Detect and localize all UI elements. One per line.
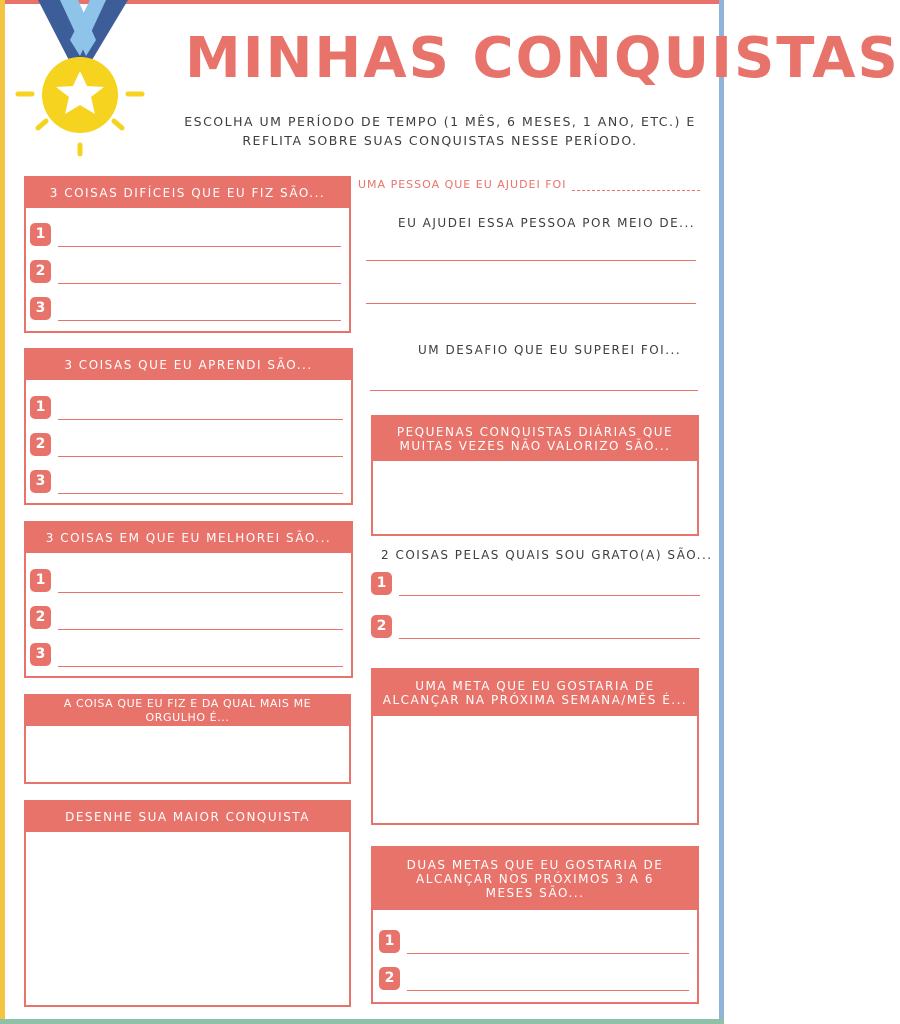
list-item[interactable] — [30, 606, 343, 630]
draw-box[interactable] — [24, 800, 351, 1007]
small-wins-box[interactable] — [371, 415, 699, 536]
box-heading: A COISA QUE EU FIZ E DA QUAL MAIS ME ORGULHO É... — [26, 696, 349, 726]
box-heading: UMA META QUE EU GOSTARIA DE ALCANÇAR NA PRÓXIMA SEMANA/MÊS É... — [373, 670, 697, 716]
number-badge: 3 — [30, 643, 51, 666]
list-item[interactable] — [30, 643, 343, 667]
list-item[interactable] — [30, 223, 341, 247]
learned-box — [24, 348, 353, 505]
improved-box — [24, 521, 353, 678]
answer-line[interactable] — [366, 303, 696, 304]
number-badge: 1 — [30, 396, 51, 419]
list-item[interactable] — [379, 930, 689, 954]
long-goals-box — [371, 846, 699, 1004]
box-heading: PEQUENAS CONQUISTAS DIÁRIAS QUE MUITAS VEZES NÃO VALORIZO SÃO... — [373, 417, 697, 461]
box-heading: 3 COISAS QUE EU APRENDI SÃO... — [26, 350, 351, 380]
page-subtitle: ESCOLHA UM PERÍODO DE TEMPO (1 MÊS, 6 MESES, 1 ANO, ETC.) E REFLITA SOBRE SUAS CONQUISTAS NESSE PERÍODO. — [184, 114, 696, 148]
helped-person-label: UMA PESSOA QUE EU AJUDEI FOI — [358, 178, 567, 191]
number-badge: 1 — [379, 930, 400, 953]
number-badge: 3 — [30, 297, 51, 320]
medal-icon — [10, 0, 150, 160]
number-badge: 2 — [379, 967, 400, 990]
list-item[interactable] — [30, 396, 343, 420]
list-item[interactable] — [30, 260, 341, 284]
answer-line[interactable] — [366, 260, 696, 261]
number-badge: 1 — [30, 569, 51, 592]
answer-line[interactable] — [370, 390, 698, 391]
number-badge: 2 — [30, 260, 51, 283]
bottom-border — [0, 1019, 724, 1024]
hard-things-box — [24, 176, 351, 333]
grateful-label: 2 COISAS PELAS QUAIS SOU GRATO(A) SÃO... — [381, 548, 713, 562]
box-heading: 3 COISAS EM QUE EU MELHOREI SÃO... — [26, 523, 351, 553]
week-goal-box[interactable] — [371, 668, 699, 825]
list-item[interactable] — [30, 433, 343, 457]
helped-how-label: EU AJUDEI ESSA PESSOA POR MEIO DE... — [398, 216, 696, 230]
box-heading: DESENHE SUA MAIOR CONQUISTA — [26, 802, 349, 832]
list-item[interactable] — [371, 615, 700, 639]
number-badge: 1 — [30, 223, 51, 246]
list-item[interactable] — [30, 569, 343, 593]
list-item[interactable] — [30, 297, 341, 321]
page-title: MINHAS CONQUISTAS — [185, 26, 900, 91]
number-badge: 2 — [371, 615, 392, 638]
number-badge: 1 — [371, 572, 392, 595]
number-badge: 2 — [30, 606, 51, 629]
proud-box[interactable] — [24, 694, 351, 784]
helped-person-line[interactable] — [572, 190, 700, 191]
challenge-label: UM DESAFIO QUE EU SUPEREI FOI... — [418, 343, 682, 357]
box-heading: DUAS METAS QUE EU GOSTARIA DE ALCANÇAR NOS PRÓXIMOS 3 A 6 MESES SÃO... — [373, 848, 697, 910]
right-border — [719, 0, 724, 1024]
number-badge: 2 — [30, 433, 51, 456]
list-item[interactable] — [371, 572, 700, 596]
number-badge: 3 — [30, 470, 51, 493]
list-item[interactable] — [30, 470, 343, 494]
left-border — [0, 0, 5, 1024]
box-heading: 3 COISAS DIFÍCEIS QUE EU FIZ SÃO... — [26, 178, 349, 208]
list-item[interactable] — [379, 967, 689, 991]
